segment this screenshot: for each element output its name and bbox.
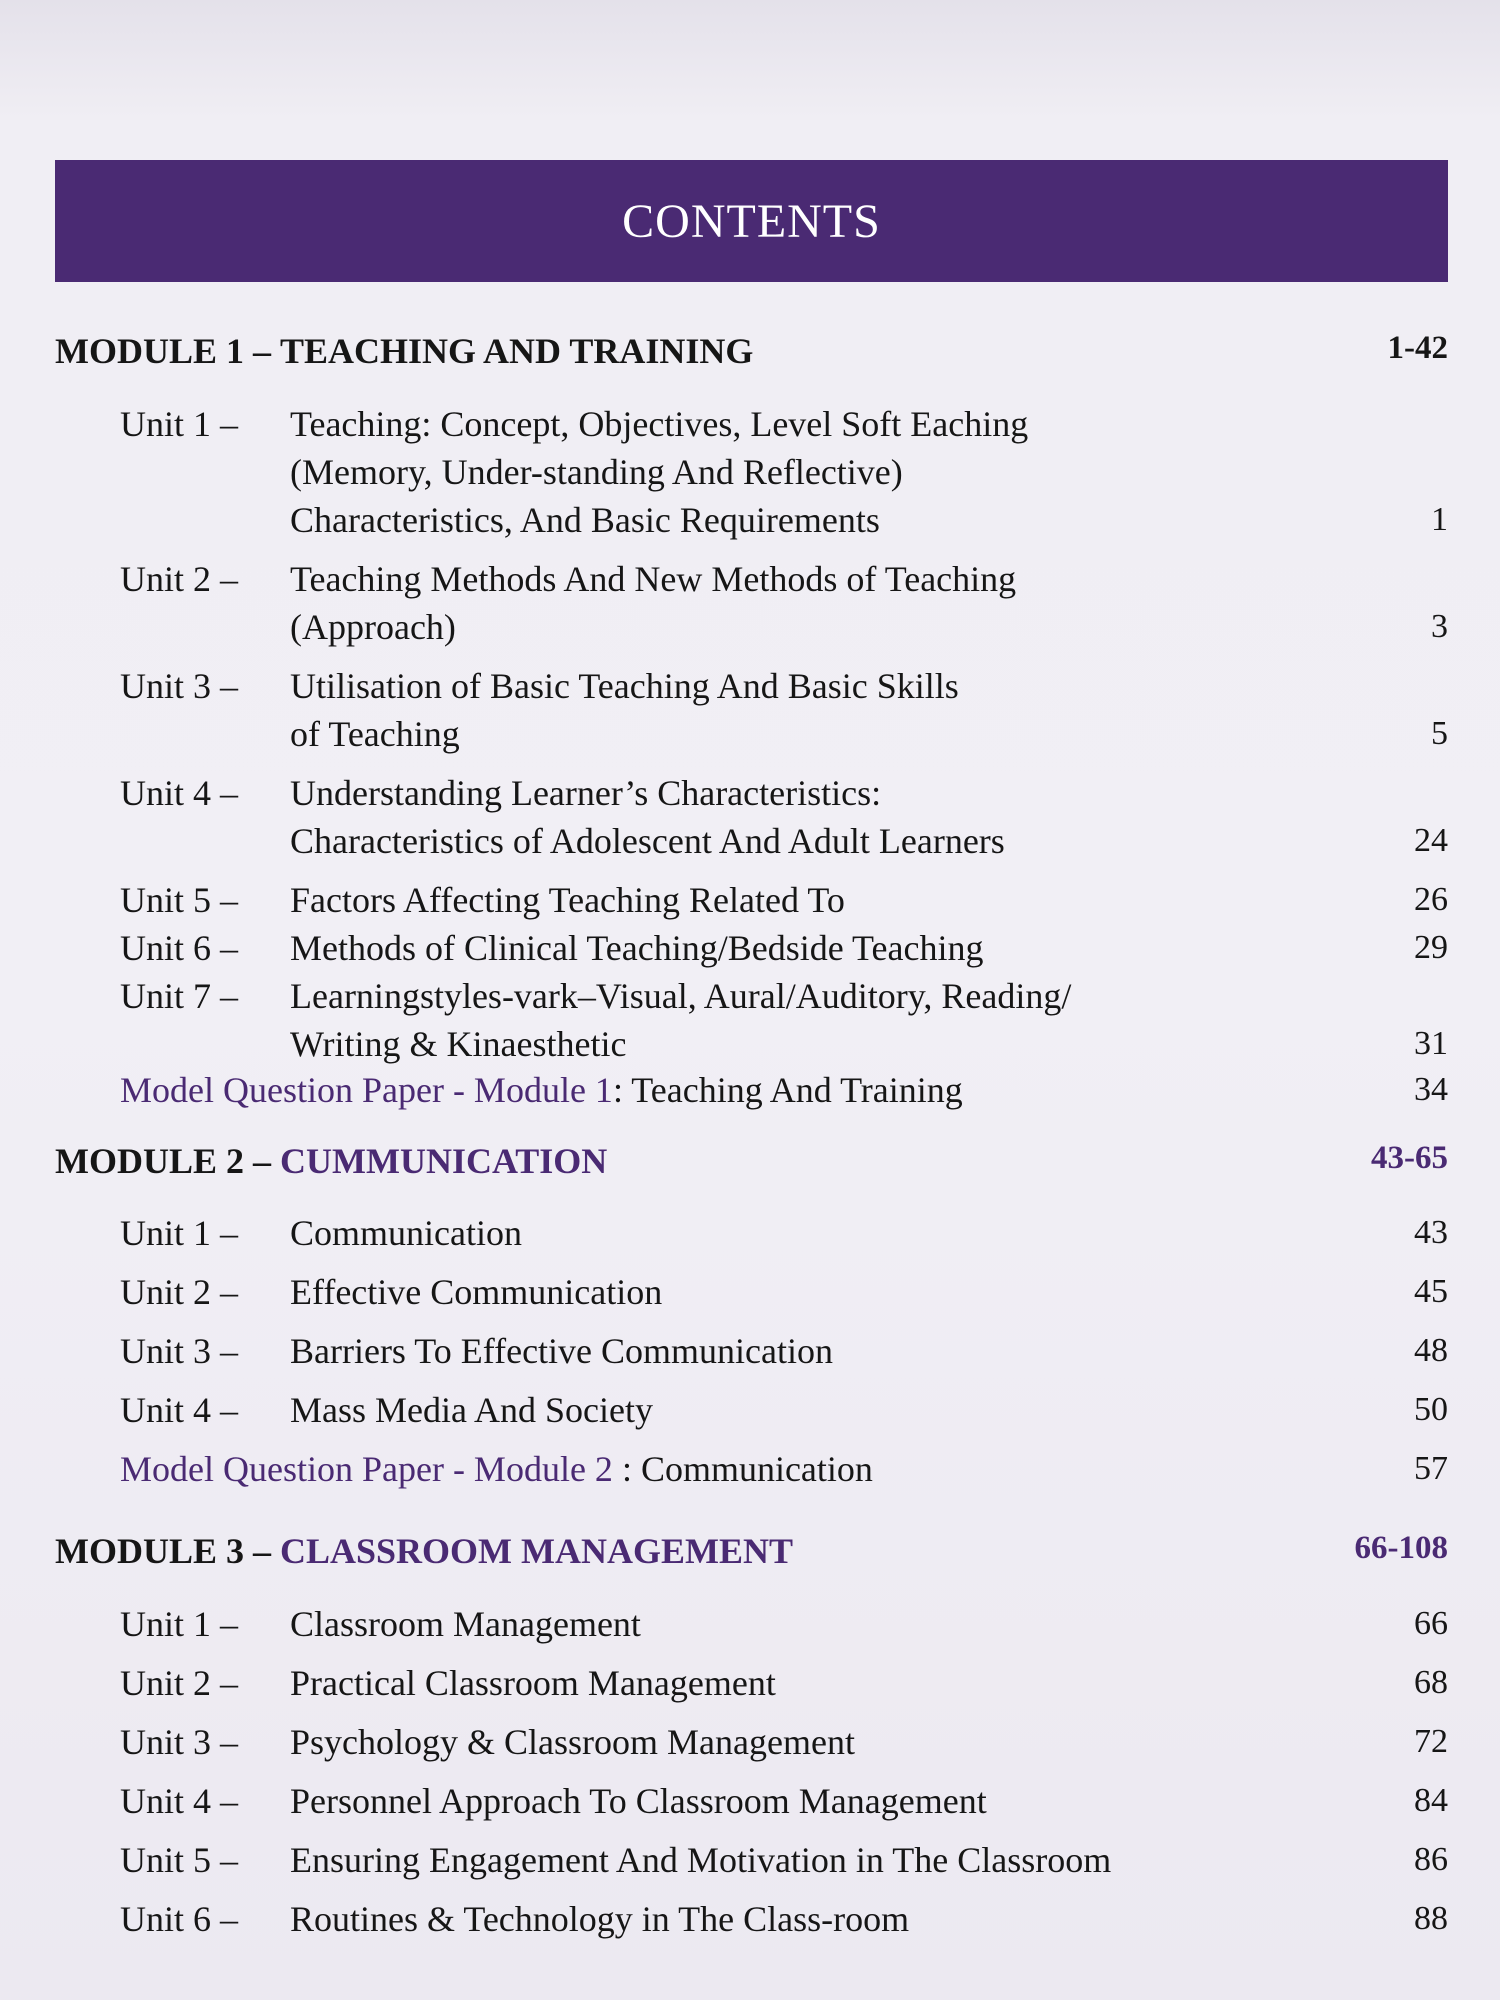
model-paper-suffix: : Teaching And Training [612, 1070, 963, 1110]
unit-title [290, 1327, 1290, 1375]
unit-title [290, 1386, 1290, 1434]
unit-title [290, 1268, 1290, 1316]
unit-label: Unit 3 – [120, 1331, 239, 1371]
unit-title-line: Writing & Kinaesthetic [290, 1024, 627, 1064]
unit-label: Unit 3 – [120, 1722, 239, 1762]
unit-label: Unit 4 – [120, 1781, 239, 1821]
unit-title-line: Routines & Technology in The Class-room [290, 1899, 910, 1939]
unit-title-line: Methods of Clinical Teaching/Bedside Teaching [290, 928, 984, 968]
unit-title-line: Factors Affecting Teaching Related To [290, 880, 845, 920]
unit-page: 84 [1414, 1782, 1448, 1819]
unit-page: 24 [1414, 822, 1448, 859]
unit-page: 66 [1414, 1605, 1448, 1642]
unit-title-line: of Teaching [290, 714, 460, 754]
module-heading [55, 1140, 1448, 1190]
model-paper-prefix: Model Question Paper - Module 2 [120, 1449, 613, 1489]
unit-label: Unit 4 – [120, 1390, 239, 1430]
unit-title [290, 1600, 1290, 1648]
unit-title [290, 400, 1290, 544]
unit-title [290, 1777, 1290, 1825]
unit-title [290, 1718, 1290, 1766]
unit-label: Unit 1 – [120, 404, 239, 444]
model-paper-suffix: : Communication [612, 1449, 873, 1489]
unit-title [290, 1209, 1290, 1257]
unit-title-line: (Approach) [290, 607, 456, 647]
unit-title [290, 924, 1290, 972]
module-heading [55, 330, 1448, 380]
unit-page: 3 [1431, 608, 1448, 645]
unit-title-line: Teaching Methods And New Methods of Teaching [290, 559, 1017, 599]
unit-title [290, 1895, 1290, 1943]
unit-title [290, 555, 1290, 651]
unit-title [290, 662, 1290, 758]
unit-label: Unit 3 – [120, 666, 239, 706]
unit-title-line: Learningstyles-vark–Visual, Aural/Auditory, Reading/ [290, 976, 1072, 1016]
unit-label: Unit 5 – [120, 1840, 239, 1880]
unit-page: 26 [1414, 881, 1448, 918]
unit-title [290, 876, 1290, 924]
unit-title-line: Understanding Learner’s Characteristics: [290, 773, 882, 813]
unit-title-line: Utilisation of Basic Teaching And Basic Skills [290, 666, 959, 706]
unit-page: 31 [1414, 1025, 1448, 1062]
module-number: MODULE 2 – [55, 1141, 271, 1181]
unit-page: 1 [1431, 501, 1448, 538]
unit-title-line: Barriers To Effective Communication [290, 1331, 834, 1371]
module-heading [55, 1530, 1448, 1580]
model-paper-page: 57 [1414, 1450, 1448, 1487]
module-page-range: 66-108 [1354, 1530, 1448, 1566]
unit-title-line: Mass Media And Society [290, 1390, 653, 1430]
unit-title-line: Characteristics, And Basic Requirements [290, 500, 880, 540]
unit-page: 68 [1414, 1664, 1448, 1701]
unit-page: 29 [1414, 929, 1448, 966]
unit-title [290, 1659, 1290, 1707]
module-number: MODULE 3 – [55, 1531, 271, 1571]
model-paper-prefix: Model Question Paper - Module 1 [120, 1070, 613, 1110]
unit-page: 50 [1414, 1391, 1448, 1428]
unit-title-line: (Memory, Under-standing And Reflective) [290, 452, 903, 492]
unit-page: 86 [1414, 1841, 1448, 1878]
unit-title-line: Psychology & Classroom Management [290, 1722, 855, 1762]
module-name: TEACHING AND TRAINING [280, 331, 754, 371]
unit-label: Unit 2 – [120, 1272, 239, 1312]
unit-title-line: Effective Communication [290, 1272, 663, 1312]
unit-label: Unit 6 – [120, 1899, 239, 1939]
unit-title-line: Practical Classroom Management [290, 1663, 776, 1703]
module-page-range: 43-65 [1371, 1140, 1448, 1176]
unit-title-line: Classroom Management [290, 1604, 641, 1644]
unit-title [290, 972, 1290, 1068]
module-name: CLASSROOM MANAGEMENT [280, 1531, 794, 1571]
contents-title: CONTENTS [622, 194, 881, 248]
unit-label: Unit 1 – [120, 1604, 239, 1644]
unit-label: Unit 2 – [120, 559, 239, 599]
unit-page: 72 [1414, 1723, 1448, 1760]
unit-page: 43 [1414, 1214, 1448, 1251]
unit-title [290, 769, 1290, 865]
unit-page: 5 [1431, 715, 1448, 752]
unit-page: 88 [1414, 1900, 1448, 1937]
unit-label: Unit 7 – [120, 976, 239, 1016]
model-paper-page: 34 [1414, 1071, 1448, 1108]
unit-label: Unit 2 – [120, 1663, 239, 1703]
unit-label: Unit 6 – [120, 928, 239, 968]
module-number: MODULE 1 – [55, 331, 271, 371]
unit-title-line: Ensuring Engagement And Motivation in The Classroom [290, 1840, 1112, 1880]
unit-title-line: Communication [290, 1213, 522, 1253]
unit-label: Unit 4 – [120, 773, 239, 813]
contents-banner [55, 160, 1448, 282]
unit-page: 45 [1414, 1273, 1448, 1310]
unit-label: Unit 1 – [120, 1213, 239, 1253]
module-page-range: 1-42 [1387, 330, 1448, 366]
module-name: CUMMUNICATION [280, 1141, 608, 1181]
unit-label: Unit 5 – [120, 880, 239, 920]
unit-title-line: Characteristics of Adolescent And Adult Learners [290, 821, 1005, 861]
unit-title [290, 1836, 1290, 1884]
unit-title-line: Teaching: Concept, Objectives, Level Soft Eaching [290, 404, 1029, 444]
unit-page: 48 [1414, 1332, 1448, 1369]
unit-title-line: Personnel Approach To Classroom Management [290, 1781, 987, 1821]
